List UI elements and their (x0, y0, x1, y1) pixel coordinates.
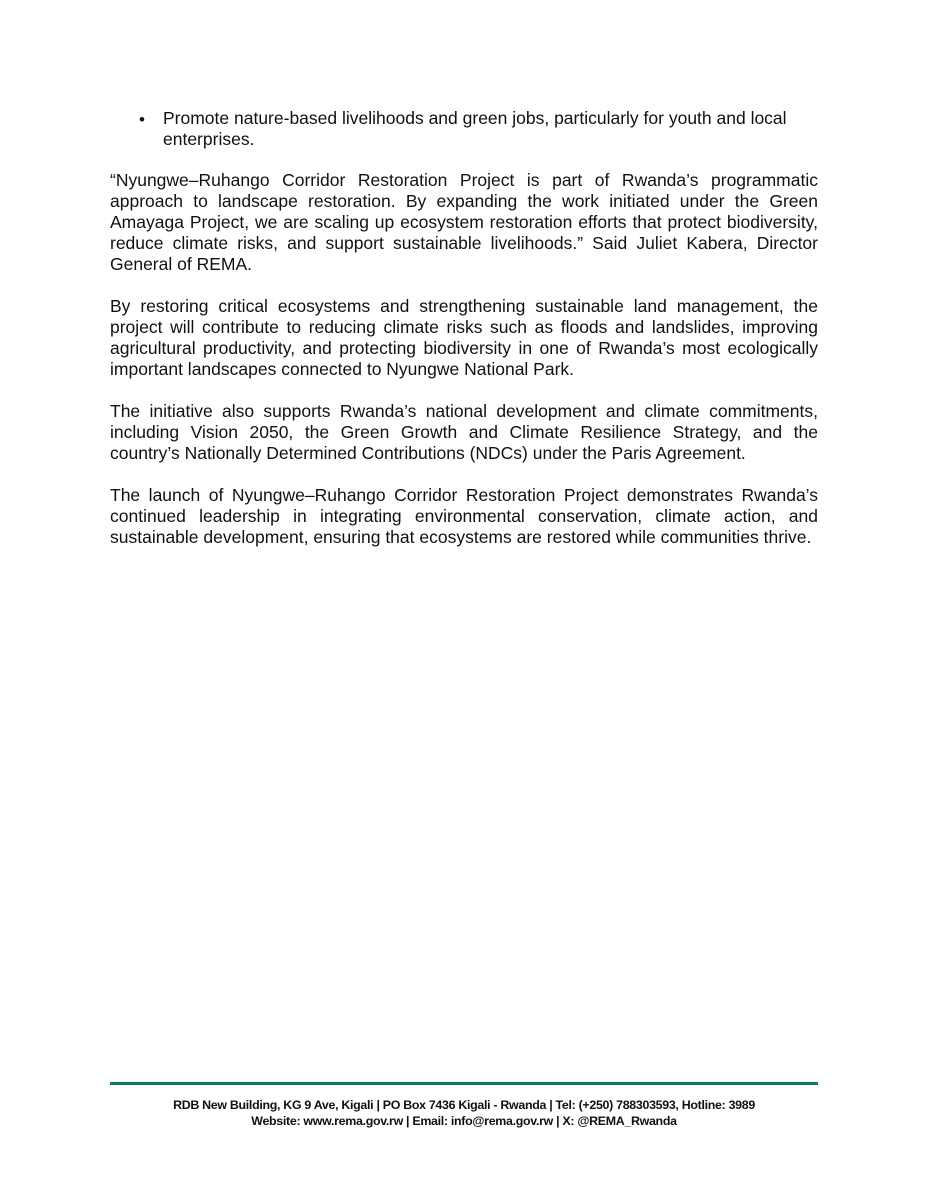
commitments-paragraph: The initiative also supports Rwanda’s national development and climate commitments, including Vision 2050, the Green Growth and Climate Resilience Strategy, and the country’s Nationally Determined Contributions (NDCs) under the Paris Agreement. (110, 401, 818, 463)
footer-contacts: Website: www.rema.gov.rw | Email: info@rema.gov.rw | X: @REMA_Rwanda (251, 1114, 677, 1128)
list-item (110, 108, 818, 150)
impact-paragraph: By restoring critical ecosystems and strengthening sustainable land management, the project will contribute to reducing climate risks such as floods and landslides, improving agricultural productivity, and protecting biodiversity in one of Rwanda’s most ecologically important landscapes connected to Nyungwe National Park. (110, 296, 818, 379)
footer-address: RDB New Building, KG 9 Ave, Kigali | PO Box 7436 Kigali - Rwanda | Tel: (+250) 788303593, Hotline: 3989 (173, 1098, 755, 1112)
bullet-text: Promote nature-based livelihoods and green jobs, particularly for youth and local enterprises. (163, 108, 787, 149)
bullet-icon: • (139, 110, 145, 129)
document-body (110, 108, 818, 569)
quote-paragraph: “Nyungwe–Ruhango Corridor Restoration Project is part of Rwanda’s programmatic approach to landscape restoration. By expanding the work initiated under the Green Amayaga Project, we are scaling up ecosystem restoration efforts that protect biodiversity, reduce climate risks, and support sustainable livelihoods.” Said Juliet Kabera, Director General of REMA. (110, 170, 818, 274)
closing-paragraph: The launch of Nyungwe–Ruhango Corridor Restoration Project demonstrates Rwanda’s continued leadership in integrating environmental conservation, climate action, and sustainable development, ensuring that ecosystems are restored while communities thrive. (110, 485, 818, 547)
footer (60, 1097, 868, 1129)
bullet-list (110, 108, 818, 150)
footer-divider (110, 1082, 818, 1085)
